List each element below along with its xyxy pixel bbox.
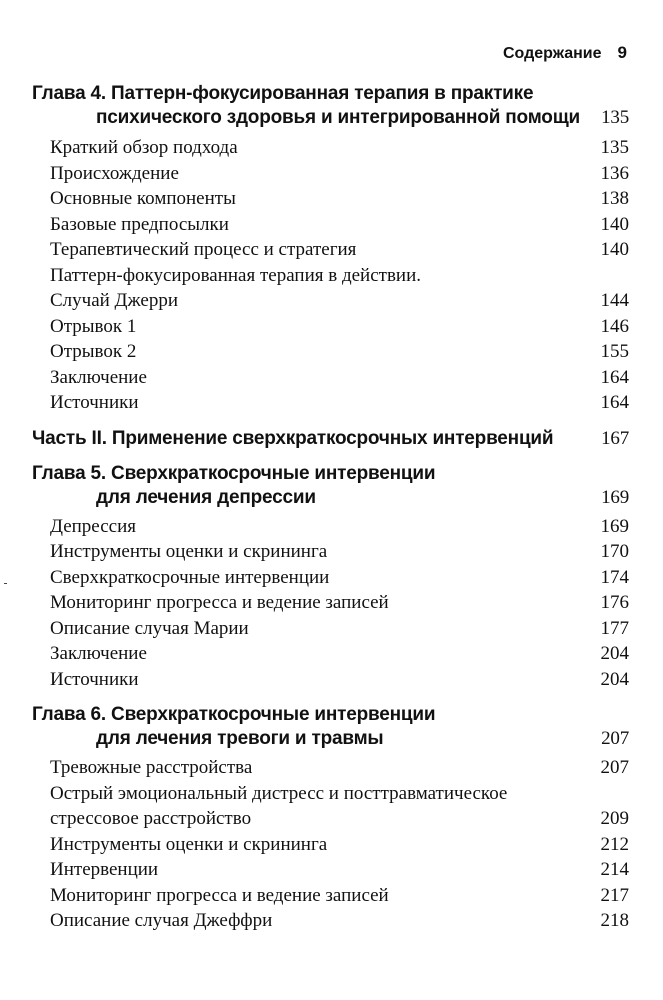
chapter-5-title-line1: Глава 5. Сверхкраткосрочные интервенции (32, 462, 436, 484)
toc-entry-page: 174 (600, 566, 629, 588)
chapter-6-title-line2: для лечения тревоги и травмы (96, 728, 384, 749)
toc-entry[interactable] (32, 667, 629, 693)
toc-entry-title: Депрессия (50, 515, 136, 537)
toc-entry[interactable] (32, 590, 629, 616)
toc-entry-title: Инструменты оценки и скрининга (50, 833, 328, 855)
toc-entry-title: Источники (50, 392, 139, 413)
toc-entry[interactable] (32, 339, 629, 365)
toc-entry[interactable] (32, 186, 629, 212)
toc-entry-title: Описание случая Марии (50, 617, 249, 639)
chapter-4-title-line1: Глава 4. Паттерн-фокусированная терапия в практике (32, 83, 534, 104)
toc-entry[interactable] (32, 883, 629, 909)
chapter-5-heading[interactable] (32, 462, 629, 510)
chapter-4-page: 135 (601, 107, 629, 128)
toc-entry-title: Отрывок 1 (50, 315, 137, 337)
toc-entry-page: 170 (600, 541, 629, 562)
toc-entry[interactable] (32, 390, 629, 416)
toc-entry-title: Происхождение (50, 162, 179, 184)
toc-entry-title-line2: Случай Джерри (50, 290, 178, 311)
toc-entry[interactable] (32, 908, 629, 934)
toc-entry-page: 177 (600, 617, 629, 639)
toc-entry-page: 207 (600, 757, 629, 778)
toc-entry[interactable] (32, 161, 629, 187)
toc-entry[interactable] (32, 616, 629, 642)
chapter-6-heading[interactable] (32, 703, 629, 751)
toc-entry-title: Отрывок 2 (50, 341, 137, 362)
toc-entry-title: Тревожные расстройства (50, 757, 253, 778)
toc-entry-page: 169 (600, 515, 629, 537)
toc-entry-title: Краткий обзор подхода (50, 137, 238, 158)
toc-entry-title: Заключение (50, 366, 147, 388)
chapter-6-title-line1: Глава 6. Сверхкраткосрочные интервенции (32, 704, 436, 725)
toc-entry[interactable] (32, 781, 629, 832)
page-number: 9 (617, 43, 627, 62)
toc-entry-title: Сверхкраткосрочные интервенции (50, 566, 330, 588)
toc-entry-page: 204 (600, 668, 629, 690)
toc-entry-page: 135 (600, 137, 629, 158)
toc-entry[interactable] (32, 857, 629, 883)
toc-entry-title: Паттерн-фокусированная терапия в действии. (50, 264, 422, 286)
toc-entry-page: 136 (600, 162, 629, 184)
toc-entry-page: 144 (600, 290, 629, 311)
toc-entry-page: 164 (600, 392, 629, 413)
toc-entry-page: 217 (600, 884, 629, 906)
toc-entry-page: 140 (600, 239, 629, 260)
toc-entry-title: Острый эмоциональный дистресс и посттравматическое (50, 782, 508, 804)
toc-entry-title: Основные компоненты (50, 188, 236, 209)
toc-entry-page: 214 (600, 859, 629, 880)
toc-entry[interactable] (32, 641, 629, 667)
chapter-4-heading[interactable] (32, 82, 629, 130)
toc-entry-title: Заключение (50, 643, 147, 664)
toc-entry[interactable] (32, 755, 629, 781)
toc-entry[interactable] (32, 237, 629, 263)
margin-mark (4, 583, 7, 584)
toc-entry-page: 146 (600, 315, 629, 337)
running-header-title: Содержание (502, 45, 602, 62)
part-2-heading[interactable] (32, 427, 629, 451)
toc-entry[interactable] (32, 565, 629, 591)
toc-entry-title: Источники (50, 668, 139, 690)
part-2-title: Часть II. Применение сверхкраткосрочных интервенций (32, 427, 554, 449)
toc-entry[interactable] (32, 135, 629, 161)
toc-entry[interactable] (32, 365, 629, 391)
toc-entry-title: Описание случая Джеффри (50, 910, 273, 931)
toc-entry-page: 138 (600, 188, 629, 209)
toc-entry-title: Мониторинг прогресса и ведение записей (50, 884, 389, 906)
running-header (503, 43, 627, 63)
toc-entry-page: 140 (600, 213, 629, 235)
toc-entry-title: Интервенции (50, 859, 159, 880)
toc-entry-page: 155 (600, 341, 629, 362)
toc-entry-page: 164 (600, 366, 629, 388)
toc-entry-page: 176 (600, 592, 629, 613)
toc-entry-page: 209 (600, 808, 629, 829)
toc-entry[interactable] (32, 514, 629, 540)
toc-entry-title: Мониторинг прогресса и ведение записей (50, 592, 389, 613)
toc-entry[interactable] (32, 212, 629, 238)
chapter-5-page: 169 (601, 486, 629, 508)
chapter-4-title-line2: психического здоровья и интегрированной помощи (96, 107, 581, 128)
toc-entry[interactable] (32, 539, 629, 565)
toc-entry-page: 218 (600, 910, 629, 931)
toc-entry-page: 212 (600, 833, 629, 855)
chapter-5-title-line2: для лечения депрессии (96, 486, 316, 508)
toc-entry-title: Базовые предпосылки (50, 213, 229, 235)
toc-entry[interactable] (32, 314, 629, 340)
part-2-page: 167 (601, 427, 629, 449)
toc-entry-title: Инструменты оценки и скрининга (50, 541, 328, 562)
toc-entry-title-line2: стрессовое расстройство (50, 808, 252, 829)
toc-entry-title: Терапевтический процесс и стратегия (50, 239, 357, 260)
toc-entry[interactable] (32, 263, 629, 314)
chapter-6-page: 207 (601, 728, 629, 749)
toc-entry-page: 204 (600, 643, 629, 664)
toc-entry[interactable] (32, 832, 629, 858)
table-of-contents (32, 82, 629, 934)
